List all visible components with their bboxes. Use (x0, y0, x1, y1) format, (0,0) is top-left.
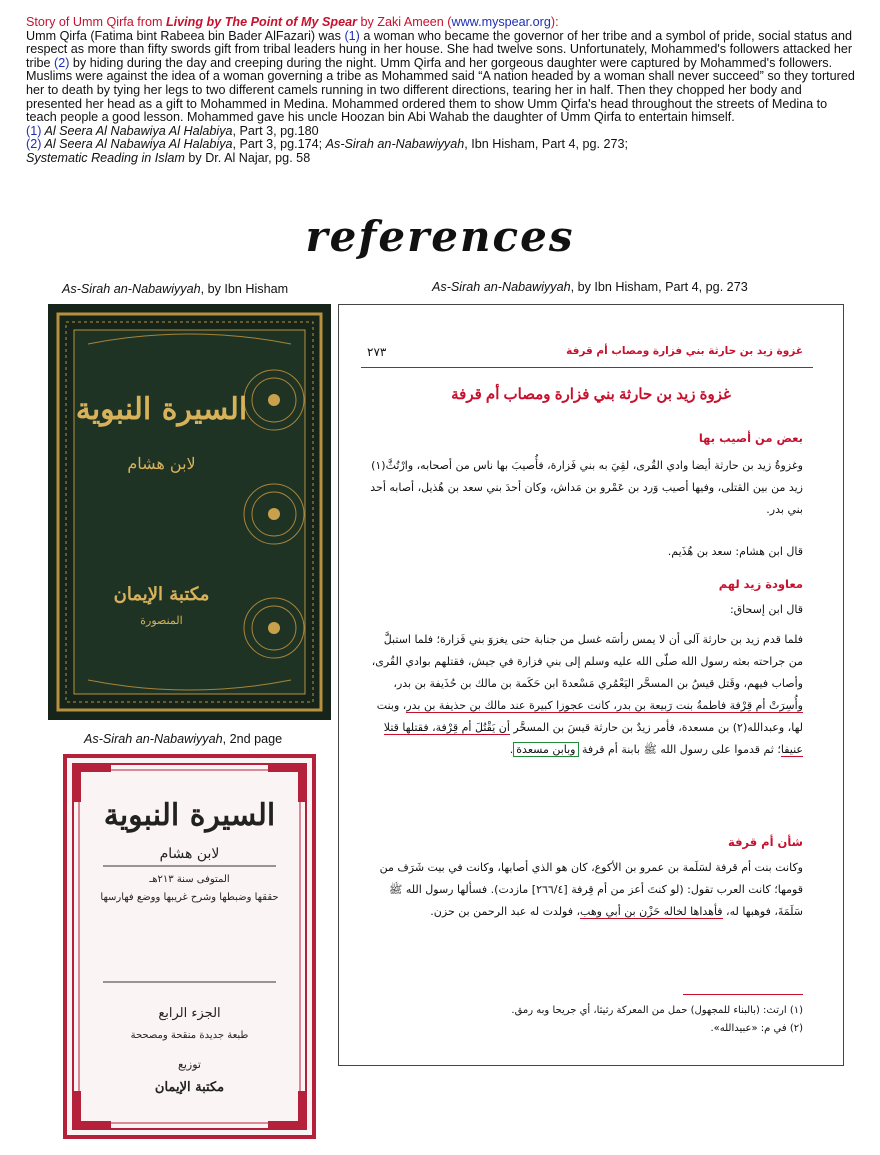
footnote-2-rest: , Part 3, pg.174; (232, 137, 326, 152)
p4-part-c: ، وبنت لها، وعبدالله(٢) بن مسعدة، فأمر زيدٌ بن حارثة قيسَ بن المسحَّر (376, 699, 803, 734)
page-caption (432, 280, 748, 294)
subheading-2: معاودة زيد لهم (718, 577, 803, 591)
chapter-title: غزوة زيد بن حارثة بني فزارة ومصاب أم قرفة (451, 386, 731, 403)
book-cover-image (48, 304, 331, 720)
cover-caption-title: As-Sirah an-Nabawiyyah (62, 282, 201, 296)
ref-2-link[interactable]: (2) (54, 55, 70, 70)
book-title: Living by The Point of My Spear (165, 15, 357, 29)
cover-text-layer (48, 304, 331, 720)
title-page-edition: طبعة جديدة منقحة ومصححة (130, 1030, 249, 1041)
title-page-publisher: مكتبة الإيمان (154, 1080, 225, 1095)
p4-underlined-killing: أن يَقْتُلَ أم قِرْفة، فقتلها قتلا عنيفا (383, 721, 803, 756)
title-page-sub1: المتوفى سنة ٢١٣هـ (149, 874, 230, 885)
footnote-3 (26, 152, 856, 166)
footnote-1-number[interactable]: (1) (26, 123, 42, 138)
site-close: ): (550, 15, 559, 29)
page-caption-rest: , by Ibn Hisham, Part 4, pg. 273 (570, 280, 748, 294)
cover-caption-rest: , by Ibn Hisham (200, 282, 289, 296)
title-page-dist: توزيع (178, 1058, 201, 1071)
page-caption-title: As-Sirah an-Nabawiyyah (432, 280, 571, 294)
second-caption-title: As-Sirah an-Nabawiyyah (84, 732, 223, 746)
cover-caption (62, 282, 288, 296)
p4-end: . (509, 743, 514, 756)
p5-underlined-gift: فأهداها لخاله حَزْن بن أبي وهب (580, 905, 723, 918)
p4-boxed-phrase: وبابن مسعدة (513, 742, 578, 757)
story-body: Umm Qirfa (Fatima bint Rabeea bin Bader AlFazari) was (1) a woman who became the governor of her tribe and a symbol of pride, social status and respect as more than fifty swords gift from tribal leaders hung in her house. She had twelve sons. Unfortunately, Mohammed's followers attacked her tribe (2) by hiding during the day and creeping during the night. Umm Qirfa and her gorgeous daughter were captured by Mohammed's followers. Muslims were against the idea of a woman governing a tribe as Mohammed said “A nation headed by a woman shall never succeed” so they tortured her to death by tying her legs to two different camels running in two different directions, tearing her in half. Then they chopped her body and presented her head as a gift to Mohammed in Medina. Mohammed ordered them to show Umm Qirfa's head throughout the streets of Medina to teach people a good lesson. Mohammed gave his uncle Hoozan bin Abi Wahab the daughter of Umm Qirfa to entertain himself. (26, 28, 855, 125)
footnote-1-title: Al Seera Al Nabawiya Al Halabiya (41, 123, 233, 138)
cover-title: السيرة النبوية (75, 392, 248, 427)
paragraph-2: قال ابن هشام: سعد بن هُذَيم. (667, 545, 803, 558)
title-page-part: الجزء الرابع (158, 1006, 221, 1021)
arabic-footnote-1: (١) ارتث: (بالبناء للمجهول) حمل من المعركة رثيثا، أي جريحا وبه رمق. (511, 1005, 803, 1016)
page-running-header (367, 345, 803, 357)
intro-text (26, 16, 856, 166)
footnote-1-rest: , Part 3, pg.180 (232, 123, 319, 138)
arabic-page-scan (338, 304, 844, 1066)
running-head: غزوة زيد بن حارثة بني فزارة ومصاب أم قرفة (566, 345, 803, 357)
title-page-sub2: حققها وضبطها وشرح غريبها ووضع فهارسها (100, 892, 279, 903)
paragraph-4 (367, 629, 803, 761)
cover-publisher: مكتبة الإيمان (113, 584, 210, 605)
footnote-3-rest: by Dr. Al Najar, pg. 58 (184, 150, 311, 165)
footnote-2-number[interactable]: (2) (26, 137, 42, 152)
paragraph-3: قال ابن إسحاق: (729, 603, 803, 616)
story-prefix: Story of Umm Qirfa from (26, 15, 166, 29)
cover-place: المنصورة (140, 614, 183, 627)
second-caption-rest: , 2nd page (222, 732, 283, 746)
paragraph-5 (367, 857, 803, 923)
p5-part-c: ، فولدت له عبد الرحمن بن حزن. (430, 905, 581, 918)
footnote-1 (26, 125, 856, 139)
header-rule (361, 367, 813, 368)
footnote-3-title: Systematic Reading in Islam (26, 150, 185, 165)
p4-part-a: فلما قدم زيد بن حارثة آلى أن لا يمس رأسَه غسل من جنابة حتى يغزوَ بني فَزارة؛ فلما استبلَّ من جراحته بعثه رسول الله صلّى الله عليه وسلم إلى بني فزارة في جيش، فقتلهم بوادي القُرى، وأصاب فيهم، وقَتل قيسُ بن المسحَّر اليَعْمُري مَسْعدةَ ابن حَكَمة بن مالك بن حُذَيفة بن بدر، (371, 633, 803, 690)
page-number: ٢٧٣ (367, 345, 387, 359)
site-link[interactable]: www.myspear.org (451, 15, 551, 29)
title-page-title: السيرة النبوية (103, 798, 276, 833)
arabic-footnote-2: (٢) في م: «عبيدالله». (710, 1023, 803, 1034)
footnote-2 (26, 138, 856, 152)
paragraph-1: وغزوةُ زيد بن حارثة أيضا وادي القُرى، لقِيَ به بني فَزارة، فأُصيبَ بها ناس من أصحابه، وارْتُثَّ(١) زيد من بين القتلى، وفيها أصيب وَرد بن عَمْرو بن مَداش، وكان أحدَ بني سعد بن هُذيل، أصابه أحد بني بدر. (370, 459, 803, 516)
footnote-2-title2: As-Sirah an-Nabawiyyah (325, 137, 465, 152)
subheading-3: شأن أم قرفة (727, 835, 803, 849)
second-page-caption (84, 732, 282, 746)
cover-author: لابن هشام (127, 454, 196, 473)
p4-part-e: ؛ ثم قدموا على رسول الله ﷺ بابنة أم قرفة (578, 743, 781, 756)
ref-1-link[interactable]: (1) (344, 28, 360, 43)
references-heading: references (305, 212, 575, 261)
title-page-image (63, 754, 316, 1139)
p4-underlined-capture: وأُسِرَتْ أم قِرْفة فاطمةُ بنت رَبيعة بن بدر، كانت عجوزا كبيرة عند مالك بن حذيفة بن بدر (406, 699, 803, 712)
footnote-2-rest2: , Ibn Hisham, Part 4, pg. 273; (464, 137, 629, 152)
title-page-author: لابن هشام (159, 846, 220, 862)
p5-part-a: وكانت بنت أم قرفة لسَلَمة بن عمرو بن الأكوع، كان هو الذي أصابها، وكانت في بيت شَرَف من قومها؛ كانت العرب تقول: (لو كنتَ أعز من أم قِرفة [٢٦٦/٤] مازدت). فسألها رسول الله ﷺ سَلَمَةَ، فوهبها له، (379, 861, 803, 918)
footnote-rule (683, 994, 803, 995)
footnote-2-title: Al Seera Al Nabawiya Al Halabiya (41, 137, 233, 152)
author: by Zaki Ameen ( (356, 15, 452, 29)
subheading-1: بعض من أصيب بها (698, 431, 803, 445)
